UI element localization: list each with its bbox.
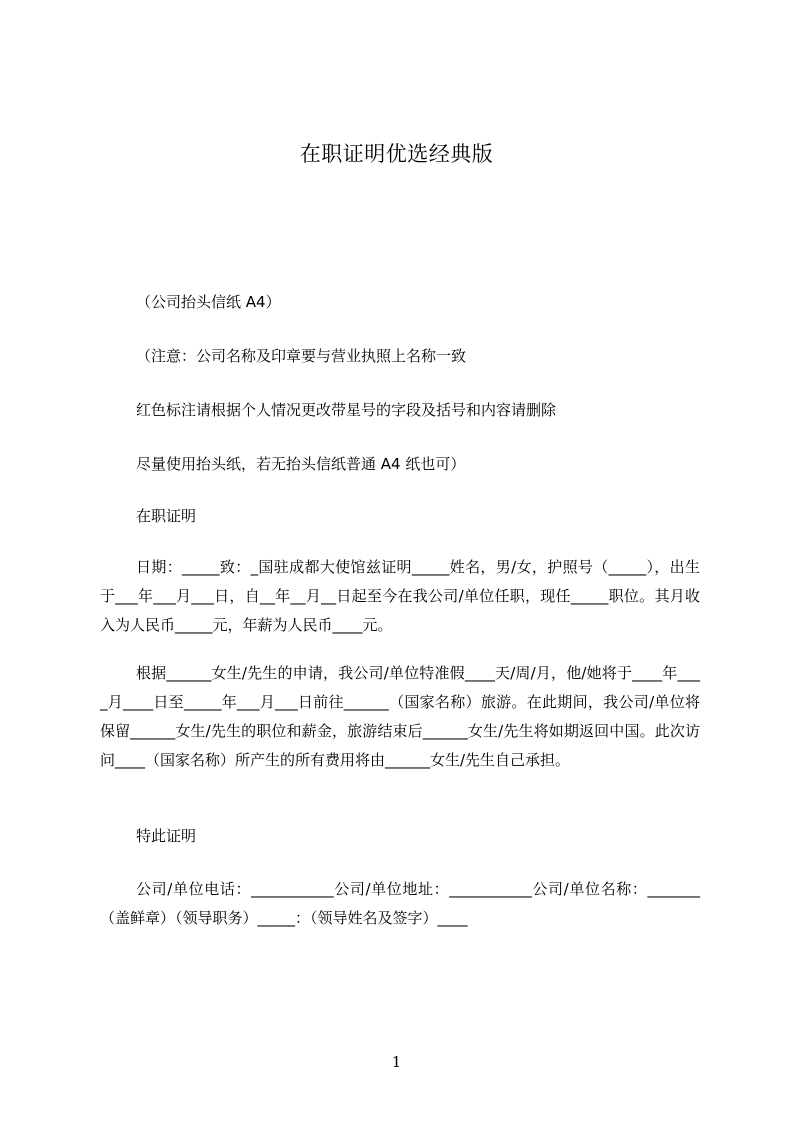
note-letterhead: （公司抬头信纸 A4） <box>136 293 281 311</box>
section-heading: 在职证明 <box>136 507 197 525</box>
note-paper: 尽量使用抬头纸，若无抬头信纸普通 A4 纸也可） <box>136 455 466 473</box>
document-title: 在职证明优选经典版 <box>299 142 494 166</box>
signature-block: 公司/单位电话：___________公司/单位地址：___________公司/单位名称：_______（盖鲜章）（领导职务）_____：（领导姓名及签字）____ <box>100 880 700 927</box>
page-number: 1 <box>391 1053 402 1071</box>
paragraph-leave: 根据______女生/先生的申请，我公司/单位特准假____天/周/月，他/她将于____年____月____日至_____年___月___日前往______（国家名称）旅游。在此期间，我公司/单位将保留______女生/先生的职位和薪金，旅游结束后______女生/先生将如期返回中国。此次访问____（国家名称）所产生的所有费用将由______女生/先生自己承担。 <box>100 664 700 769</box>
paragraph-employment: 日期：_____致：_国驻成都大使馆兹证明_____姓名，男/女，护照号（_____），出生于___年___月___日，自__年__月__日起至今在我公司/单位任职，现任_____职位。其月收入为人民币_____元，年薪为人民币____元。 <box>100 558 700 634</box>
note-attention: （注意：公司名称及印章要与营业执照上名称一致 <box>136 347 467 365</box>
note-red-marks: 红色标注请根据个人情况更改带星号的字段及括号和内容请删除 <box>136 401 557 419</box>
closing-statement: 特此证明 <box>136 827 197 845</box>
